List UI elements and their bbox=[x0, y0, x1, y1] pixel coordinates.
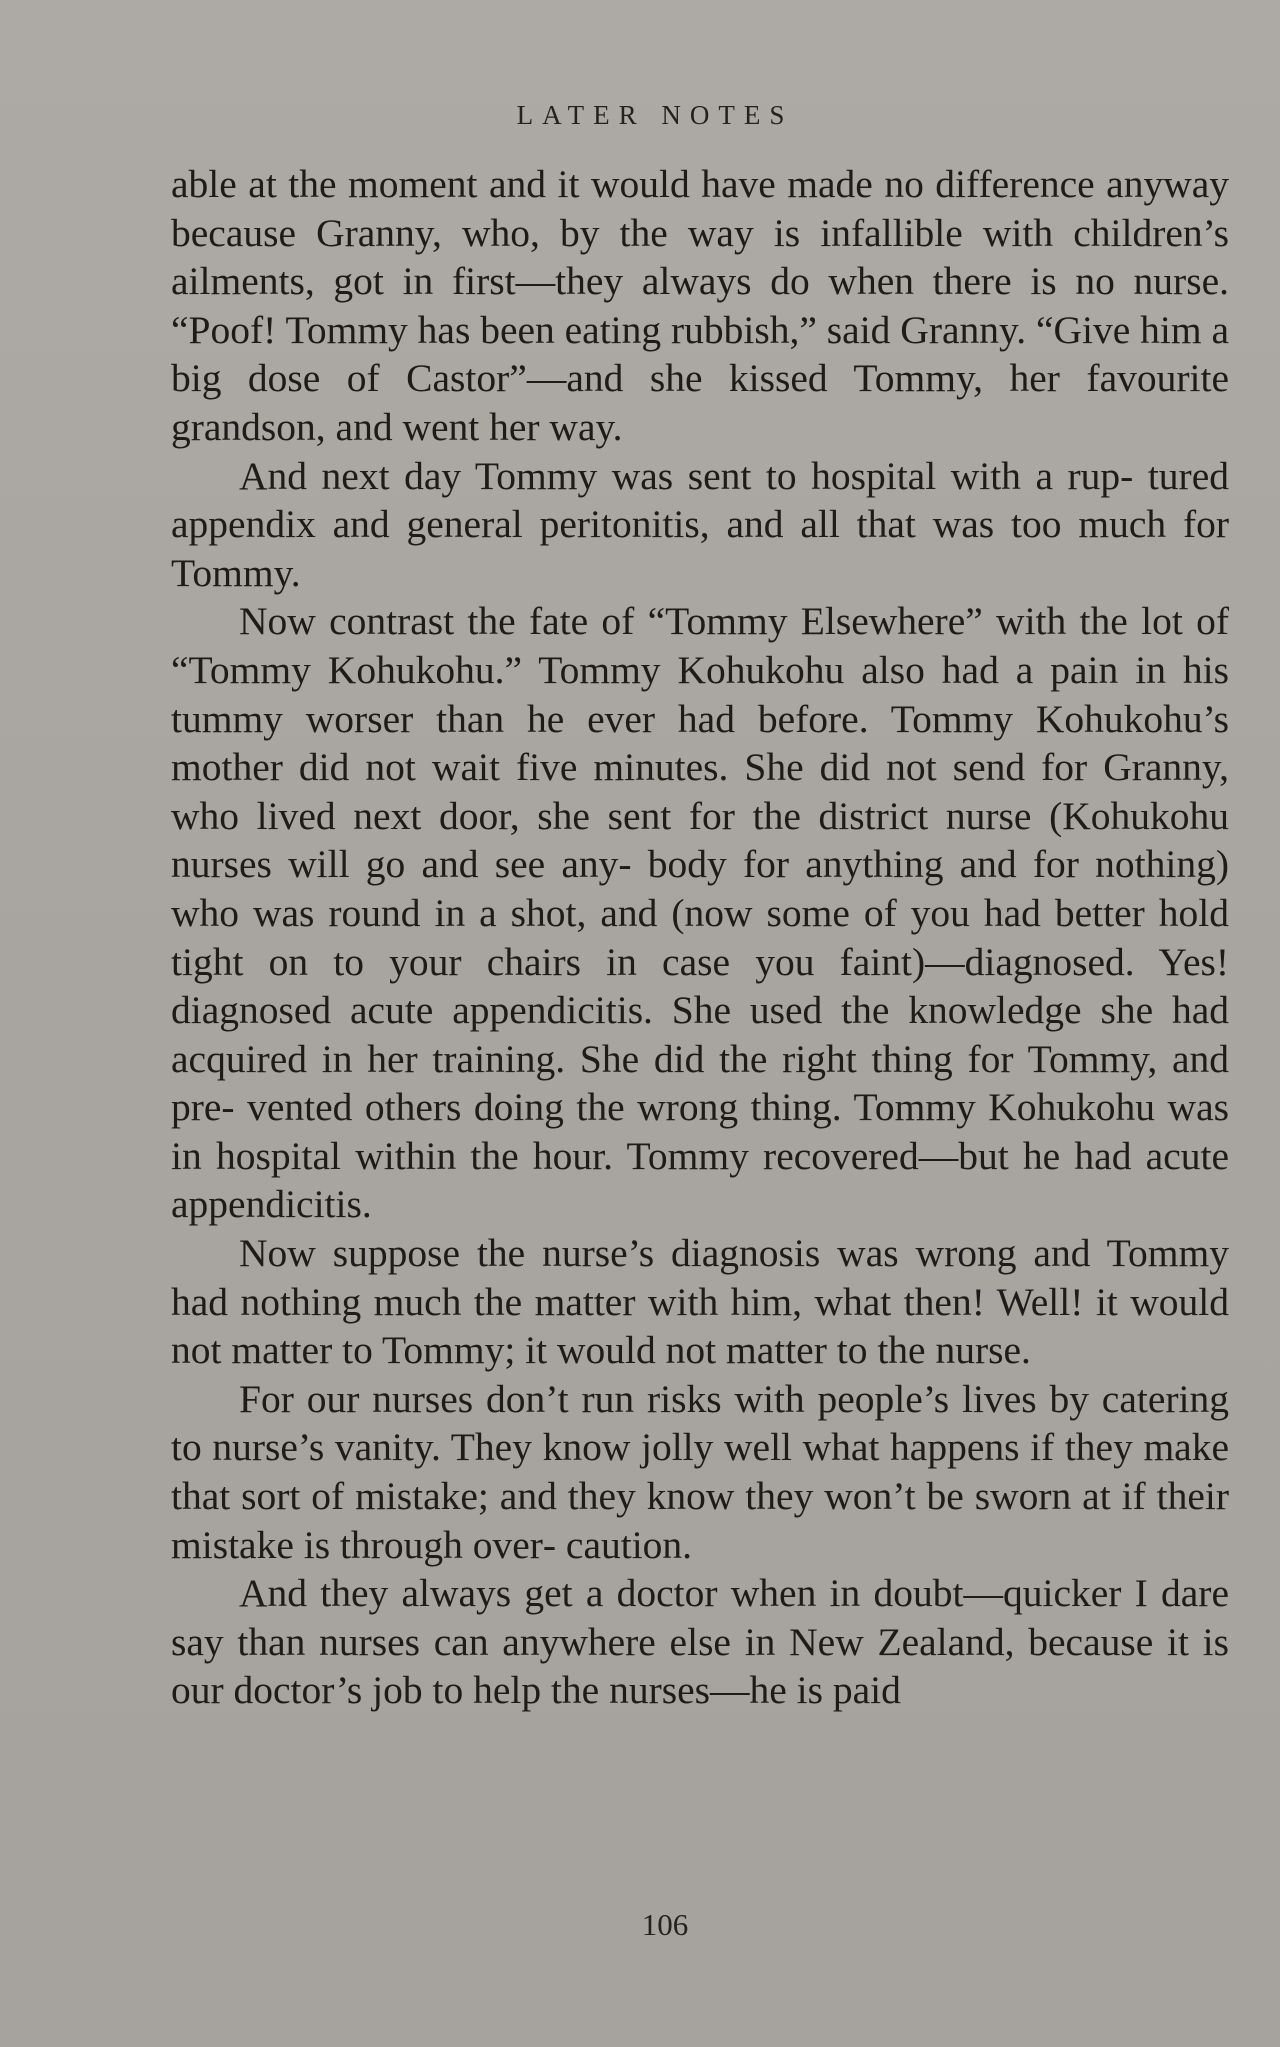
paragraph: And they always get a doctor when in doubt—quicker I dare say than nurses can anywhere else in New Zealand, because it is our doctor’s job to help the nurses—he is paid bbox=[171, 1571, 1229, 1713]
page-number: 106 bbox=[641, 1907, 689, 1942]
running-head: LATER NOTES bbox=[516, 100, 794, 130]
paragraph: For our nurses don’t run risks with people’s lives by catering to nurse’s vanity. They know jolly well what happens if they make that sort of mistake; and they know they won’t be sworn at if their mistake is through over‑ caution. bbox=[171, 1376, 1229, 1567]
paragraph: able at the moment and it would have made no difference anyway because Granny, who, by the way is infallible with children’s ailments, got in first—they always do when there is no nurse. “Poof! Tommy has been eating rubbish,” said Granny. “Give him a big dose of Castor”—and she kissed Tommy, her favourite grandson, and went her way. bbox=[171, 162, 1229, 449]
paragraph: Now contrast the fate of “Tommy Elsewhere” with the lot of “Tommy Kohukohu.” Tommy Kohukohu also had a pain in his tummy worser than he ever had before. Tommy Kohukohu’s mother did not wait five minutes. She did not send for Granny, who lived next door, she sent for the district nurse (Kohukohu nurses will go and see any‑ body for anything and for nothing) who was round in a shot, and (now some of you had better hold tight on to your chairs in case you faint)—diagnosed. Yes! diagnosed acute appendicitis. She used the knowledge she had acquired in her training. She did the right thing for Tommy, and pre‑ vented others doing the wrong thing. Tommy Kohukohu was in hospital within the hour. Tommy recovered—but he had acute appendicitis. bbox=[171, 599, 1229, 1227]
paragraph: And next day Tommy was sent to hospital with a rup‑ tured appendix and general peritonitis, and all that was too much for Tommy. bbox=[171, 453, 1229, 595]
paragraph: Now suppose the nurse’s diagnosis was wrong and Tommy had nothing much the matter with him, what then! Well! it would not matter to Tommy; it would not matter to the nurse. bbox=[171, 1231, 1229, 1373]
body-text bbox=[171, 160, 1229, 1715]
